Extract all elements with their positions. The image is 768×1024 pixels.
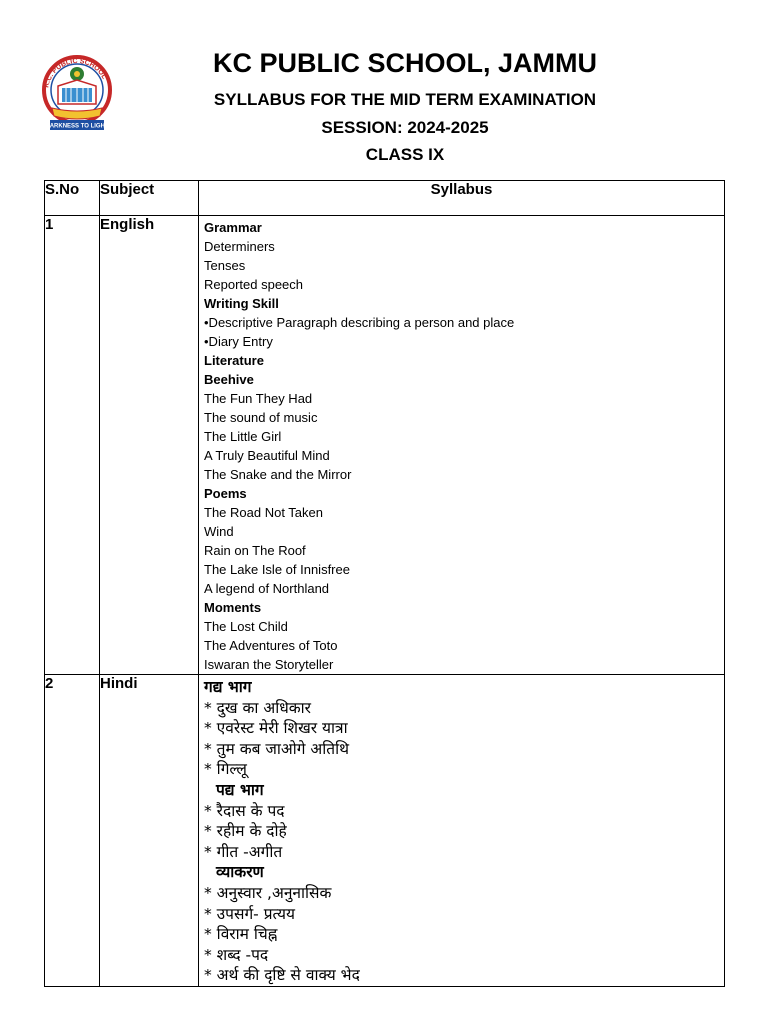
exam-title: SYLLABUS FOR THE MID TERM EXAMINATION [213, 90, 597, 109]
school-logo [38, 52, 116, 134]
table-header-row [45, 181, 725, 216]
school-name: KC PUBLIC SCHOOL, JAMMU [213, 48, 597, 78]
syllabus-table [44, 180, 725, 987]
syllabus-section-heading: गद्य भाग [204, 678, 252, 696]
syllabus-item: A legend of Northland [204, 581, 330, 596]
row-subject: Hindi [100, 675, 199, 987]
syllabus-section-heading: Grammar [204, 220, 262, 235]
row-syllabus [199, 675, 725, 987]
syllabus-item: The sound of music [204, 410, 318, 425]
syllabus-item: •Diary Entry [204, 334, 273, 349]
syllabus-item: Wind [204, 524, 234, 539]
syllabus-item: The Lost Child [204, 619, 288, 634]
syllabus-item: The Fun They Had [204, 391, 313, 406]
syllabus-item: Iswaran the Storyteller [204, 657, 334, 672]
syllabus-section-heading: Moments [204, 600, 262, 615]
syllabus-section-heading: Writing Skill [204, 296, 279, 311]
class-label: CLASS IX [365, 145, 445, 164]
syllabus-section-heading: व्याकरण [216, 863, 264, 882]
logo-top-text: K.C. PUBLIC SCHOOL [43, 57, 108, 89]
syllabus-item: A Truly Beautiful Mind [204, 448, 330, 463]
syllabus-list [199, 675, 724, 986]
header-sno: S.No [45, 181, 100, 216]
syllabus-item: * रैदास के पद [204, 801, 285, 820]
syllabus-item: The Lake Isle of Innisfree [204, 562, 350, 577]
syllabus-section-heading: Poems [204, 486, 247, 501]
syllabus-item: * दुख का अधिकार [204, 698, 312, 717]
syllabus-item: The Adventures of Toto [204, 638, 338, 653]
syllabus-section-heading: Literature [204, 353, 264, 368]
syllabus-item: * एवरेस्ट मेरी शिखर यात्रा [204, 719, 348, 738]
syllabus-item: * गीत -अगीत [204, 842, 283, 861]
syllabus-item: * अर्थ की दृष्टि से वाक्य भेद [204, 966, 360, 985]
syllabus-item: Rain on The Roof [204, 543, 306, 558]
syllabus-item: * उपसर्ग- प्रत्यय [204, 904, 295, 923]
syllabus-item: * तुम कब जाओगे अतिथि [204, 739, 350, 758]
syllabus-item: •Descriptive Paragraph describing a person and place [204, 315, 515, 330]
syllabus-section-heading: Beehive [204, 372, 254, 387]
syllabus-list [199, 216, 724, 674]
logo-bottom-text: DARKNESS TO LIGHT [45, 123, 109, 130]
table-row [45, 675, 725, 987]
syllabus-item: The Snake and the Mirror [204, 467, 352, 482]
table-row [45, 216, 725, 675]
header-syllabus: Syllabus [199, 181, 725, 216]
page-header [0, 0, 768, 180]
syllabus-item: Tenses [204, 258, 246, 273]
syllabus-item: Reported speech [204, 277, 304, 292]
syllabus-item: Determiners [204, 239, 275, 254]
syllabus-item: The Road Not Taken [204, 505, 323, 520]
header-subject: Subject [100, 181, 199, 216]
syllabus-item: The Little Girl [204, 429, 282, 444]
syllabus-item: * अनुस्वार ,अनुनासिक [204, 883, 332, 902]
row-sno: 1 [45, 216, 100, 675]
row-sno: 2 [45, 675, 100, 987]
syllabus-item: * विराम चिह्न [204, 925, 278, 944]
syllabus-section-heading: पद्य भाग [216, 780, 264, 799]
syllabus-item: * रहीम के दोहे [204, 822, 287, 841]
session-label: SESSION: 2024-2025 [321, 118, 489, 137]
row-subject: English [100, 216, 199, 675]
row-syllabus [199, 216, 725, 675]
syllabus-item: * गिल्लू [204, 760, 247, 779]
syllabus-item: * शब्द -पद [204, 945, 269, 964]
